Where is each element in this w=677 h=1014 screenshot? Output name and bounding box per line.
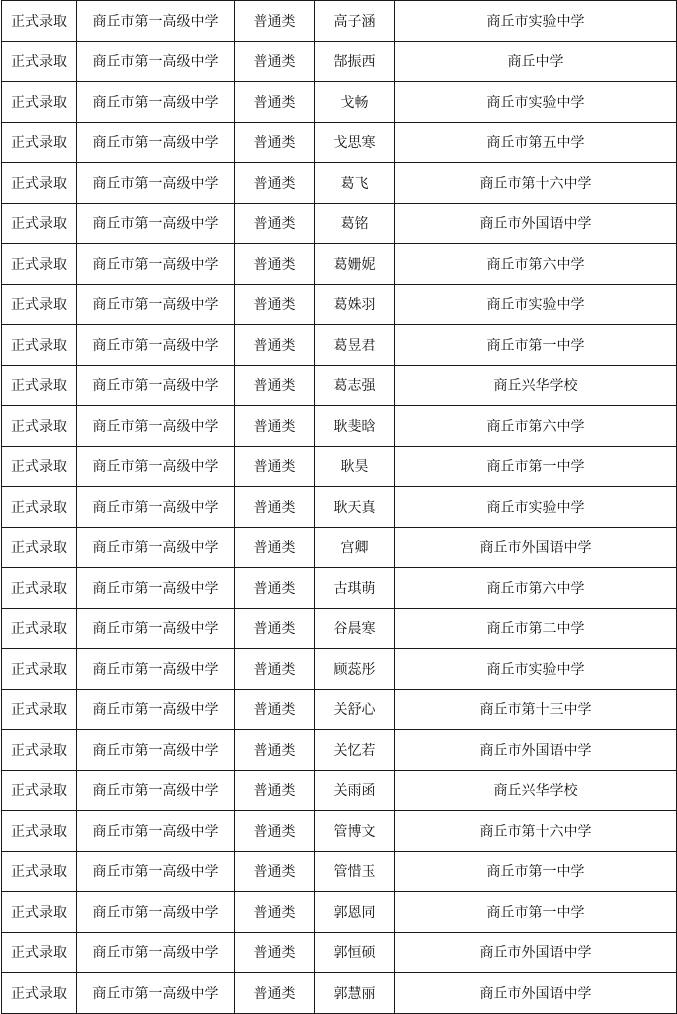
admitting-school-cell: 商丘市第一高级中学 <box>77 365 235 406</box>
status-cell: 正式录取 <box>2 1 77 42</box>
status-cell: 正式录取 <box>2 689 77 730</box>
category-cell: 普通类 <box>235 811 315 852</box>
table-row <box>2 568 677 609</box>
status-cell: 正式录取 <box>2 568 77 609</box>
table-row <box>2 41 677 82</box>
graduated-school-cell: 商丘中学 <box>395 41 677 82</box>
graduated-school-cell: 商丘兴华学校 <box>395 365 677 406</box>
status-cell: 正式录取 <box>2 527 77 568</box>
category-cell: 普通类 <box>235 325 315 366</box>
student-name-cell: 葛铭 <box>315 203 395 244</box>
category-cell: 普通类 <box>235 568 315 609</box>
status-cell: 正式录取 <box>2 406 77 447</box>
category-cell: 普通类 <box>235 203 315 244</box>
status-cell: 正式录取 <box>2 41 77 82</box>
table-row <box>2 446 677 487</box>
student-name-cell: 耿天真 <box>315 487 395 528</box>
table-row <box>2 811 677 852</box>
admitting-school-cell: 商丘市第一高级中学 <box>77 527 235 568</box>
admitting-school-cell: 商丘市第一高级中学 <box>77 406 235 447</box>
category-cell: 普通类 <box>235 851 315 892</box>
graduated-school-cell: 商丘市第六中学 <box>395 406 677 447</box>
admitting-school-cell: 商丘市第一高级中学 <box>77 163 235 204</box>
graduated-school-cell: 商丘兴华学校 <box>395 770 677 811</box>
graduated-school-cell: 商丘市外国语中学 <box>395 730 677 771</box>
table-row <box>2 608 677 649</box>
admitting-school-cell: 商丘市第一高级中学 <box>77 892 235 933</box>
table-row <box>2 406 677 447</box>
graduated-school-cell: 商丘市外国语中学 <box>395 527 677 568</box>
table-row <box>2 244 677 285</box>
admission-table-body <box>2 1 677 1014</box>
admitting-school-cell: 商丘市第一高级中学 <box>77 41 235 82</box>
table-row <box>2 1 677 42</box>
category-cell: 普通类 <box>235 446 315 487</box>
student-name-cell: 古琪萌 <box>315 568 395 609</box>
table-row <box>2 122 677 163</box>
admitting-school-cell: 商丘市第一高级中学 <box>77 649 235 690</box>
graduated-school-cell: 商丘市外国语中学 <box>395 932 677 973</box>
category-cell: 普通类 <box>235 770 315 811</box>
category-cell: 普通类 <box>235 1 315 42</box>
category-cell: 普通类 <box>235 932 315 973</box>
graduated-school-cell: 商丘市第五中学 <box>395 122 677 163</box>
admitting-school-cell: 商丘市第一高级中学 <box>77 203 235 244</box>
status-cell: 正式录取 <box>2 608 77 649</box>
status-cell: 正式录取 <box>2 284 77 325</box>
student-name-cell: 葛昱君 <box>315 325 395 366</box>
table-row <box>2 730 677 771</box>
admitting-school-cell: 商丘市第一高级中学 <box>77 730 235 771</box>
table-row <box>2 649 677 690</box>
admitting-school-cell: 商丘市第一高级中学 <box>77 851 235 892</box>
table-row <box>2 932 677 973</box>
category-cell: 普通类 <box>235 244 315 285</box>
student-name-cell: 葛志强 <box>315 365 395 406</box>
student-name-cell: 关忆若 <box>315 730 395 771</box>
table-row <box>2 365 677 406</box>
category-cell: 普通类 <box>235 122 315 163</box>
graduated-school-cell: 商丘市第十三中学 <box>395 689 677 730</box>
table-row <box>2 325 677 366</box>
student-name-cell: 葛飞 <box>315 163 395 204</box>
table-row <box>2 527 677 568</box>
category-cell: 普通类 <box>235 406 315 447</box>
student-name-cell: 戈畅 <box>315 82 395 123</box>
student-name-cell: 管惜玉 <box>315 851 395 892</box>
table-row <box>2 973 677 1014</box>
table-row <box>2 487 677 528</box>
status-cell: 正式录取 <box>2 851 77 892</box>
student-name-cell: 葛姗妮 <box>315 244 395 285</box>
admitting-school-cell: 商丘市第一高级中学 <box>77 973 235 1014</box>
status-cell: 正式录取 <box>2 82 77 123</box>
graduated-school-cell: 商丘市实验中学 <box>395 649 677 690</box>
graduated-school-cell: 商丘市实验中学 <box>395 82 677 123</box>
category-cell: 普通类 <box>235 365 315 406</box>
category-cell: 普通类 <box>235 41 315 82</box>
admitting-school-cell: 商丘市第一高级中学 <box>77 932 235 973</box>
admitting-school-cell: 商丘市第一高级中学 <box>77 244 235 285</box>
table-row <box>2 892 677 933</box>
table-row <box>2 851 677 892</box>
category-cell: 普通类 <box>235 608 315 649</box>
status-cell: 正式录取 <box>2 325 77 366</box>
admitting-school-cell: 商丘市第一高级中学 <box>77 82 235 123</box>
graduated-school-cell: 商丘市实验中学 <box>395 284 677 325</box>
category-cell: 普通类 <box>235 163 315 204</box>
admitting-school-cell: 商丘市第一高级中学 <box>77 446 235 487</box>
category-cell: 普通类 <box>235 82 315 123</box>
graduated-school-cell: 商丘市实验中学 <box>395 487 677 528</box>
category-cell: 普通类 <box>235 284 315 325</box>
status-cell: 正式录取 <box>2 730 77 771</box>
status-cell: 正式录取 <box>2 365 77 406</box>
student-name-cell: 高子涵 <box>315 1 395 42</box>
graduated-school-cell: 商丘市第十六中学 <box>395 163 677 204</box>
student-name-cell: 郜振西 <box>315 41 395 82</box>
student-name-cell: 耿斐晗 <box>315 406 395 447</box>
graduated-school-cell: 商丘市外国语中学 <box>395 203 677 244</box>
graduated-school-cell: 商丘市第二中学 <box>395 608 677 649</box>
status-cell: 正式录取 <box>2 487 77 528</box>
table-row <box>2 82 677 123</box>
student-name-cell: 谷晨寒 <box>315 608 395 649</box>
graduated-school-cell: 商丘市第十六中学 <box>395 811 677 852</box>
student-name-cell: 耿昊 <box>315 446 395 487</box>
student-name-cell: 宫卿 <box>315 527 395 568</box>
status-cell: 正式录取 <box>2 446 77 487</box>
student-name-cell: 顾蕊彤 <box>315 649 395 690</box>
status-cell: 正式录取 <box>2 203 77 244</box>
status-cell: 正式录取 <box>2 811 77 852</box>
status-cell: 正式录取 <box>2 770 77 811</box>
admitting-school-cell: 商丘市第一高级中学 <box>77 325 235 366</box>
table-row <box>2 770 677 811</box>
category-cell: 普通类 <box>235 730 315 771</box>
graduated-school-cell: 商丘市第一中学 <box>395 892 677 933</box>
graduated-school-cell: 商丘市第六中学 <box>395 568 677 609</box>
student-name-cell: 郭恩同 <box>315 892 395 933</box>
graduated-school-cell: 商丘市外国语中学 <box>395 973 677 1014</box>
table-row <box>2 203 677 244</box>
category-cell: 普通类 <box>235 689 315 730</box>
admitting-school-cell: 商丘市第一高级中学 <box>77 689 235 730</box>
table-row <box>2 284 677 325</box>
table-row <box>2 689 677 730</box>
admitting-school-cell: 商丘市第一高级中学 <box>77 770 235 811</box>
status-cell: 正式录取 <box>2 163 77 204</box>
student-name-cell: 葛姝羽 <box>315 284 395 325</box>
status-cell: 正式录取 <box>2 649 77 690</box>
admitting-school-cell: 商丘市第一高级中学 <box>77 568 235 609</box>
admitting-school-cell: 商丘市第一高级中学 <box>77 608 235 649</box>
student-name-cell: 管博文 <box>315 811 395 852</box>
student-name-cell: 关雨函 <box>315 770 395 811</box>
category-cell: 普通类 <box>235 527 315 568</box>
admitting-school-cell: 商丘市第一高级中学 <box>77 122 235 163</box>
admitting-school-cell: 商丘市第一高级中学 <box>77 284 235 325</box>
status-cell: 正式录取 <box>2 244 77 285</box>
admitting-school-cell: 商丘市第一高级中学 <box>77 811 235 852</box>
student-name-cell: 关舒心 <box>315 689 395 730</box>
admitting-school-cell: 商丘市第一高级中学 <box>77 1 235 42</box>
category-cell: 普通类 <box>235 649 315 690</box>
student-name-cell: 郭慧丽 <box>315 973 395 1014</box>
student-name-cell: 郭恒硕 <box>315 932 395 973</box>
status-cell: 正式录取 <box>2 973 77 1014</box>
category-cell: 普通类 <box>235 892 315 933</box>
graduated-school-cell: 商丘市第一中学 <box>395 446 677 487</box>
admission-table <box>1 0 677 1014</box>
student-name-cell: 戈思寒 <box>315 122 395 163</box>
graduated-school-cell: 商丘市第一中学 <box>395 851 677 892</box>
admitting-school-cell: 商丘市第一高级中学 <box>77 487 235 528</box>
table-row <box>2 163 677 204</box>
status-cell: 正式录取 <box>2 122 77 163</box>
graduated-school-cell: 商丘市实验中学 <box>395 1 677 42</box>
status-cell: 正式录取 <box>2 932 77 973</box>
status-cell: 正式录取 <box>2 892 77 933</box>
category-cell: 普通类 <box>235 487 315 528</box>
graduated-school-cell: 商丘市第六中学 <box>395 244 677 285</box>
category-cell: 普通类 <box>235 973 315 1014</box>
graduated-school-cell: 商丘市第一中学 <box>395 325 677 366</box>
